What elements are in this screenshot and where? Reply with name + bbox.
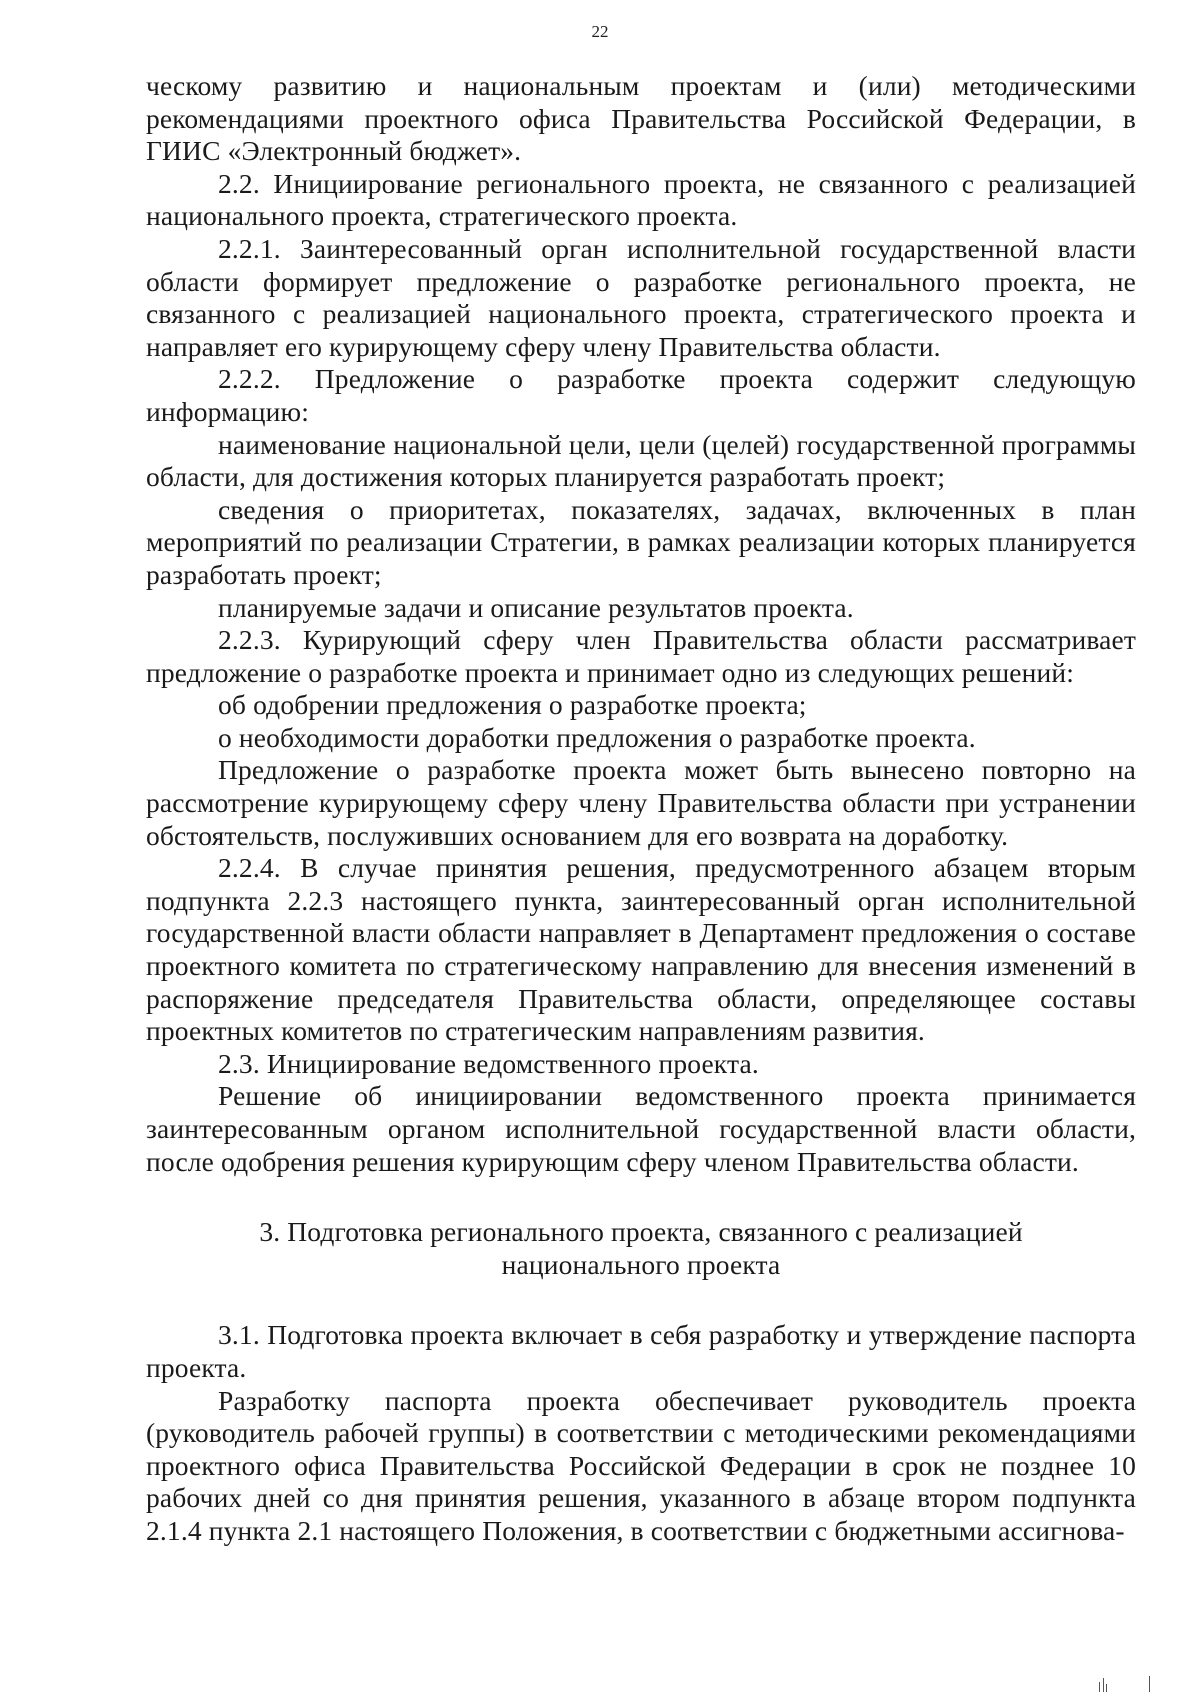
- paragraph-decision-approve: об одобрении предложения о разработке проекта;: [218, 689, 807, 721]
- scan-marks: [1095, 1672, 1155, 1692]
- section-heading: [146, 1216, 1136, 1281]
- paragraph-list-item-tasks: планируемые задачи и описание результатов проекта.: [218, 591, 854, 623]
- paragraph-list-item-priorities: сведения о приоритетах, показателях, задачах, включенных в план мероприятий по реализации Стратегии, в рамках реализации которых планируется разработать проект;: [146, 493, 1136, 590]
- paragraph-decision-revise: о необходимости доработки предложения о разработке проекта.: [218, 721, 976, 753]
- paragraph-resubmission: Предложение о разработке проекта может быть вынесено повторно на рассмотрение курирующему сферу члену Правительства области при устранении обстоятельств, послуживших основанием для его возврата на доработку.: [146, 754, 1136, 851]
- document-body: [146, 70, 1136, 1548]
- section-heading-line-1: 3. Подготовка регионального проекта, связанного с реализацией: [259, 1216, 1023, 1248]
- paragraph-list-item-goal: наименование национальной цели, цели (целей) государственной программы области, для достижения которых планируется разработать проект;: [146, 428, 1136, 493]
- paragraph-continuation: ческому развитию и национальным проектам и (или) методическими рекомендациями проектного офиса Правительства Российской Федерации, в ГИИС «Электронный бюджет».: [146, 70, 1136, 167]
- section-heading-line-2: национального проекта: [501, 1248, 781, 1280]
- paragraph-2-2-4: 2.2.4. В случае принятия решения, предусмотренного абзацем вторым подпункта 2.2.3 настоящего пункта, заинтересованный орган исполнительной государственной власти области направляет в Департамент предложения о составе проектного комитета по стратегическому направлению для внесения изменений в распоряжение председателя Правительства области, определяющее составы проектных комитетов по стратегическим направлениям развития.: [146, 852, 1136, 1047]
- paragraph-2-2-2: 2.2.2. Предложение о разработке проекта содержит следующую информацию:: [146, 363, 1136, 427]
- paragraph-2-3: 2.3. Инициирование ведомственного проекта.: [218, 1047, 759, 1079]
- paragraph-passport-development: Разработку паспорта проекта обеспечивает руководитель проекта (руководитель рабочей группы) в соответствии с методическими рекомендациями проектного офиса Правительства Российской Федерации в срок не позднее 10 рабочих дней со дня принятия решения, указанного в абзаце втором подпункта 2.1.4 пункта 2.1 настоящего Положения, в соответствии с бюджетными ассигнова-: [146, 1384, 1136, 1546]
- paragraph-departmental-decision: Решение об инициировании ведомственного проекта принимается заинтересованным органом исполнительной государственной власти области, после одобрения решения курирующим сферу членом Правительства области.: [146, 1080, 1136, 1177]
- paragraph-3-1: 3.1. Подготовка проекта включает в себя разработку и утверждение паспорта проекта.: [146, 1319, 1136, 1383]
- paragraph-2-2: 2.2. Инициирование регионального проекта, не связанного с реализацией национального проекта, стратегического проекта.: [146, 167, 1136, 232]
- page-number: 22: [591, 22, 609, 41]
- paragraph-2-2-1: 2.2.1. Заинтересованный орган исполнительной государственной власти области формирует предложение о разработке регионального проекта, не связанного с реализацией национального проекта, стратегического проекта и направляет его курирующему сферу члену Правительства области.: [146, 232, 1136, 362]
- paragraph-2-2-3: 2.2.3. Курирующий сферу член Правительства области рассматривает предложение о разработке проекта и принимает одно из следующих решений:: [146, 624, 1136, 688]
